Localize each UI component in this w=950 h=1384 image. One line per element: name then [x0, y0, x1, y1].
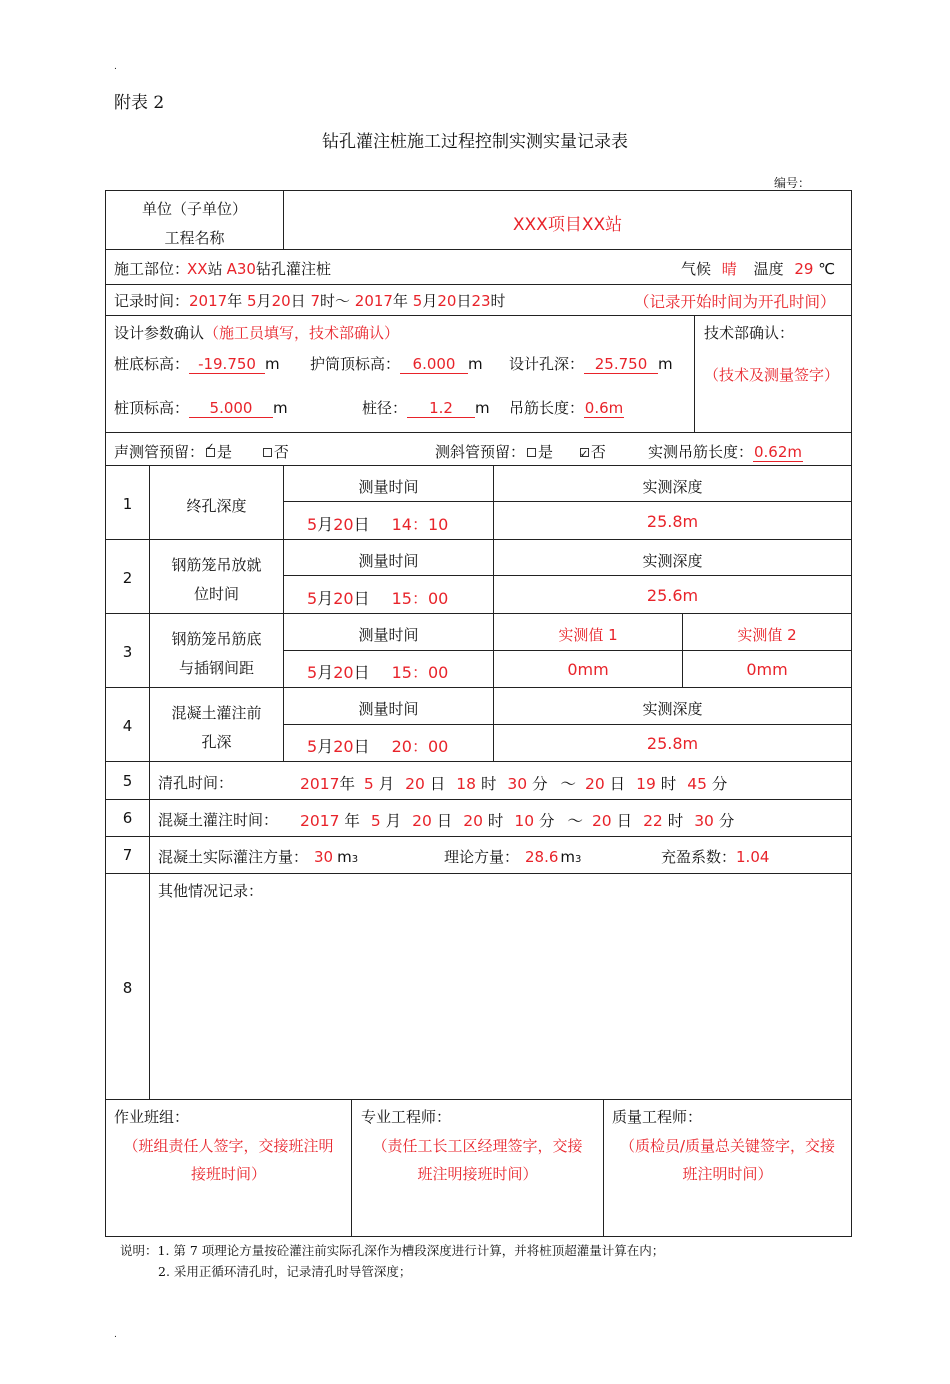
time-header: 测量时间: [358, 626, 419, 644]
volume-unit: m: [560, 848, 576, 866]
location-pile: A30: [226, 260, 256, 278]
item-number: 1: [122, 495, 133, 513]
weather-label: 气候: [681, 260, 712, 278]
casing-top-label: 护筒顶标高：: [310, 355, 401, 373]
measured-value: 25.6m: [646, 586, 699, 605]
item-name: 钢筋笼吊放就: [171, 556, 262, 574]
measure-date: 5月20日 14：10: [307, 515, 449, 534]
item-name: 钢筋笼吊筋底: [171, 630, 262, 648]
check-mark-icon: ✓: [206, 441, 215, 453]
pour-time-value: 2017 年 5 月 20 日 20 时 10 分 ～ 20 日 22 时 30 分: [300, 812, 735, 830]
incl-tube-label: 测斜管预留：: [435, 443, 526, 461]
hole-depth-field: [509, 353, 673, 374]
page-dot-bottom: .: [114, 1330, 117, 1340]
item-number: 3: [122, 643, 133, 661]
incl-yes-checkbox[interactable]: [527, 448, 536, 457]
theory-volume-field: [444, 846, 581, 867]
item-number: 2: [122, 569, 133, 587]
measured-value: 25.8m: [646, 734, 699, 753]
measured-value-2: 0mm: [746, 660, 788, 679]
unit-m: m: [273, 399, 288, 417]
page-dot-top: .: [114, 62, 117, 72]
pile-top-value: 5.000: [189, 399, 273, 418]
volume-unit-exp: 3: [351, 854, 359, 865]
rt-unit: 日: [456, 292, 472, 310]
actual-volume-value: 30: [314, 848, 334, 866]
rt-unit: 时～: [320, 292, 351, 310]
temp-unit: ℃: [818, 260, 836, 278]
diameter-label: 桩径：: [362, 399, 408, 417]
other-record-label: 其他情况记录：: [158, 882, 264, 900]
pile-top-label: 桩顶标高：: [114, 399, 190, 417]
pile-bottom-label: 桩底标高：: [114, 355, 190, 373]
rt-unit: 月: [256, 292, 272, 310]
weather-value: 晴: [721, 260, 737, 278]
temp-label: 温度: [753, 260, 784, 278]
unit-label-line1: 单位（子单位）: [141, 200, 247, 218]
location-field: [114, 258, 331, 279]
value2-header: 实测值 2: [737, 626, 797, 644]
appendix-label: 附表 2: [114, 93, 165, 113]
rt-year1: 2017: [189, 292, 228, 310]
location-mid: 站: [207, 260, 223, 278]
note-line-1: 说明：1. 第 7 项理论方量按砼灌注前实际孔深作为槽段深度进行计算，并将桩顶超灌量计算在内；: [120, 1243, 665, 1258]
design-label: 设计参数确认: [114, 324, 205, 342]
engineer-note: （责任工长工区经理签字，交接: [372, 1137, 583, 1155]
time-header: 测量时间: [358, 700, 419, 718]
rt-unit: 日: [290, 292, 306, 310]
rt-hour2: 23: [471, 292, 491, 310]
pour-time-label: 混凝土灌注时间：: [158, 811, 279, 829]
page-title: 钻孔灌注桩施工过程控制实测实量记录表: [322, 132, 628, 152]
item-name-line2: 与插钢间距: [178, 659, 254, 677]
hang-length-value: 0.6m: [584, 399, 624, 417]
record-time-label: 记录时间：: [114, 292, 190, 310]
diameter-value: 1.2: [407, 399, 475, 418]
measure-date: 5月20日 15：00: [307, 589, 449, 608]
sonic-tube-field: [114, 441, 289, 462]
sonic-yes-checkbox[interactable]: [206, 441, 215, 457]
rt-hour1: 7: [310, 292, 320, 310]
volume-unit-exp: 3: [575, 854, 582, 865]
rt-unit: 年: [392, 292, 408, 310]
pile-bottom-value: -19.750: [189, 355, 265, 374]
quality-note: （质检员/质量总关键签字，交接: [619, 1137, 836, 1155]
no-label: 否: [590, 443, 606, 461]
temp-value: 29: [794, 260, 814, 278]
note-line-2: 2. 采用正循环清孔时，记录清孔时导管深度；: [158, 1264, 412, 1279]
sonic-no-checkbox[interactable]: [263, 448, 272, 457]
rt-unit: 月: [422, 292, 438, 310]
item-name-line2: 位时间: [193, 585, 239, 603]
hole-depth-value: 25.750: [584, 355, 658, 374]
rt-year2: 2017: [354, 292, 393, 310]
hole-depth-label: 设计孔深：: [509, 355, 585, 373]
unit-m: m: [265, 355, 280, 373]
record-time-field: [114, 290, 506, 311]
rt-day2: 20: [437, 292, 457, 310]
item-number: 5: [122, 772, 133, 790]
record-time-note: （记录开始时间为开孔时间）: [634, 293, 836, 311]
rt-unit: 年: [227, 292, 243, 310]
time-header: 测量时间: [358, 552, 419, 570]
value-header: 实测深度: [642, 478, 703, 496]
time-header: 测量时间: [358, 478, 419, 496]
sonic-tube-label: 声测管预留：: [114, 443, 205, 461]
tech-confirm-label: 技术部确认：: [704, 324, 795, 342]
value-header: 实测深度: [642, 552, 703, 570]
casing-top-value: 6.000: [400, 355, 468, 374]
diameter-field: [362, 397, 490, 418]
measured-hang-value: 0.62m: [754, 443, 803, 461]
team-note: （班组责任人签字，交接班注明: [123, 1137, 334, 1155]
clean-time-value: 2017年 5 月 20 日 18 时 30 分 ～ 20 日 19 时 45 分: [300, 775, 728, 793]
theory-volume-label: 理论方量：: [444, 848, 520, 866]
volume-unit: m: [337, 848, 352, 866]
item-name: 终孔深度: [186, 497, 247, 515]
team-note-line2: 接班时间）: [190, 1165, 266, 1183]
location-suffix: 钻孔灌注桩: [255, 260, 331, 278]
fill-coef-field: [661, 846, 769, 867]
design-header: [114, 322, 399, 343]
weather-field: [681, 258, 835, 279]
fill-coef-value: 1.04: [736, 848, 770, 866]
team-label: 作业班组：: [114, 1108, 190, 1126]
item-number: 8: [122, 979, 133, 997]
theory-volume-value: 28.6: [525, 848, 559, 866]
measure-date: 5月20日 15：00: [307, 663, 449, 682]
actual-volume-field: [158, 846, 358, 867]
location-station: XX: [187, 260, 208, 278]
no-label: 否: [273, 443, 289, 461]
item-name: 混凝土灌注前: [171, 704, 262, 722]
clean-time-label: 清孔时间：: [158, 774, 234, 792]
unit-label-line2: 工程名称: [164, 229, 225, 247]
quality-label: 质量工程师：: [612, 1108, 703, 1126]
serial-label: 编号：: [774, 176, 811, 190]
rt-day1: 20: [271, 292, 291, 310]
value1-header: 实测值 1: [558, 626, 618, 644]
tech-confirm-note: （技术及测量签字）: [704, 366, 840, 384]
quality-note-line2: 班注明时间）: [682, 1165, 773, 1183]
unit-m: m: [475, 399, 490, 417]
project-name: XXX项目XX站: [512, 215, 623, 235]
incl-no-checkbox[interactable]: [579, 448, 589, 460]
measured-value-1: 0mm: [567, 660, 609, 679]
hang-length-label: 吊筋长度：: [509, 399, 585, 417]
measured-hang-label: 实测吊筋长度：: [648, 443, 754, 461]
item-number: 4: [122, 717, 133, 735]
casing-top-field: [310, 353, 483, 374]
location-label: 施工部位：: [114, 260, 190, 278]
actual-volume-label: 混凝土实际灌注方量：: [158, 848, 309, 866]
fill-coef-label: 充盈系数：: [661, 848, 737, 866]
value-header: 实测深度: [642, 700, 703, 718]
unit-m: m: [658, 355, 673, 373]
measured-hang-field: [648, 441, 803, 462]
pile-top-field: [114, 397, 288, 418]
measure-date: 5月20日 20：00: [307, 737, 449, 756]
item-number: 6: [122, 809, 133, 827]
inclinometer-tube-field: [435, 441, 606, 462]
item-number: 7: [122, 846, 133, 864]
engineer-note-line2: 班注明接班时间）: [417, 1165, 538, 1183]
item-name-line2: 孔深: [201, 733, 232, 751]
engineer-label: 专业工程师：: [361, 1108, 452, 1126]
check-mark-icon: ✓: [579, 448, 589, 460]
unit-m: m: [468, 355, 483, 373]
design-note: （施工员填写，技术部确认）: [204, 324, 400, 342]
rt-unit: 时: [490, 292, 506, 310]
yes-label: 是: [538, 443, 554, 461]
pile-bottom-field: [114, 353, 280, 374]
hang-length-field: [509, 397, 624, 418]
measured-value: 25.8m: [646, 512, 699, 531]
rt-month1: 5: [247, 292, 257, 310]
yes-label: 是: [217, 443, 233, 461]
rt-month2: 5: [412, 292, 423, 310]
